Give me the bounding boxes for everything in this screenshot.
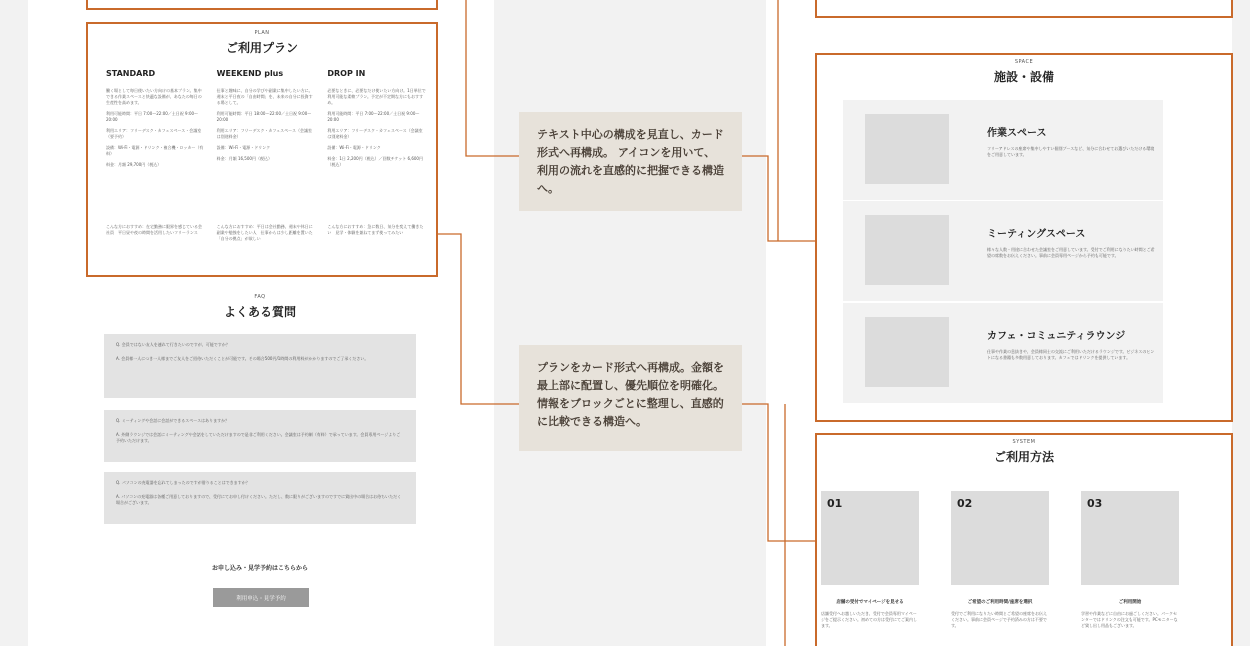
plan-card-weekend — [217, 69, 316, 173]
faq-item[interactable] — [104, 410, 416, 462]
plan-area: 利用エリア：フリーデスク・カフェスペース（会議室は別途料金） — [216, 128, 312, 139]
step-title: ご利用開始 — [1118, 600, 1142, 605]
faq-question: Q. パソコンの充電器を忘れてしまったのですが借りることはできますか？ — [116, 480, 250, 485]
plan-area: 利用エリア：フリーデスク・カフェスペース（会議室は別途料金） — [327, 128, 423, 139]
annotation-note-plan: プランをカード形式へ再構成。金額を最上部に配置し、優先順位を明確化。情報をブロックごとに整理し、直感的に比較できる構造へ。 — [519, 345, 742, 451]
step-desc: 学習や作業などに自由にお過ごしください。パークセンターではドリンクの注文も可能です。PCモニターなど貸し出し用品もございます。 — [1081, 611, 1178, 628]
plan-hours: 利用可能時間：平日 7:00〜22:00／土日祝 9:00〜20:00 — [327, 111, 420, 122]
space-card-desc: 様々な人数・用途に合わせた会議室をご用意しています。受付でご利用になりたい時間とご希望の席数をお伝えください。事前に会員専用ページから予約も可能です。 — [987, 247, 1155, 258]
plan-card-standard — [106, 69, 205, 173]
plan-area: 利用エリア：フリーデスク・カフェスペース・会議室（要予約） — [106, 128, 202, 139]
step-number: 02 — [957, 497, 973, 510]
space-image — [865, 114, 949, 184]
space-card-meeting — [843, 201, 1163, 301]
system-eyebrow: SYSTEM — [1012, 439, 1036, 445]
space-card-cafe — [843, 303, 1163, 403]
faq-item[interactable] — [104, 472, 416, 524]
step-image — [821, 491, 919, 585]
step-title: ご希望のご利用時間/座席を選択 — [967, 600, 1033, 605]
step-number: 01 — [827, 497, 843, 510]
plan-title: ご利用プラン — [225, 41, 298, 55]
plan-desc: 働く場として毎日使いたい方向けの基本プラン。集中できる作業スペースと快適な設備が、あなたの毎日の生産性を高めます。 — [106, 88, 202, 105]
plan-eyebrow: PLAN — [254, 30, 270, 36]
step-image — [951, 491, 1049, 585]
faq-title: よくある質問 — [223, 305, 296, 319]
plan-name: DROP IN — [327, 69, 366, 78]
plan-hours: 利用可能時間：平日 18:00〜22:00／土日祝 9:00〜20:00 — [216, 111, 312, 122]
space-title: 施設・設備 — [993, 70, 1054, 84]
plan-card-dropin — [327, 69, 426, 173]
plan-hours: 利用可能時間：平日 7:00〜22:00／土日祝 9:00〜20:00 — [106, 111, 199, 122]
step-title: 店舗の受付でマイページを見せる — [836, 600, 904, 605]
plan-facilities: 設備：Wi-Fi・電源・ドリンク・複合機・ロッカー（有料） — [106, 145, 204, 156]
plan-price: 料金：月額 16,500円（税込） — [216, 156, 272, 161]
step-card — [821, 491, 919, 629]
step-card — [951, 491, 1049, 629]
space-card-title: カフェ・コミュニティラウンジ — [987, 331, 1126, 342]
space-card-title: ミーティングスペース — [987, 229, 1086, 240]
reserve-button[interactable]: 利用申込・見学予約 — [213, 588, 309, 607]
faq-item[interactable] — [104, 334, 416, 398]
plan-price: 料金：1日 2,200円（税込）／回数チケット 6,600円（税込） — [327, 156, 423, 167]
step-card — [1081, 491, 1179, 629]
plan-price: 料金：月額 29,700円（税込） — [106, 162, 162, 167]
step-image — [1081, 491, 1179, 585]
annotation-note-system: テキスト中心の構成を見直し、カード形式へ再構成。 アイコンを用いて、利用の流れを直感的に把握できる構造へ。 — [519, 112, 742, 211]
space-card-title: 作業スペース — [987, 128, 1047, 139]
space-eyebrow: SPACE — [1014, 59, 1034, 65]
system-section — [815, 433, 1233, 646]
space-card-desc: フリーアドレスの座席や集中しやすい個別ブースなど、気分に合わせてお選びいただける環境をご用意しています。 — [987, 146, 1155, 157]
plan-recommend: こんな方におすすめ：在宅勤務に限界を感じている会社員 平日昼や夜の時間を活用したいフリーランス — [106, 224, 203, 235]
step-number: 03 — [1087, 497, 1103, 510]
faq-eyebrow: FAQ — [254, 294, 266, 300]
plan-section — [86, 22, 438, 277]
plan-name: STANDARD — [106, 69, 156, 78]
faq-answer: A. 外側ラウンジでは会話にミーティングや会話をしていただけますので是非ご利用ください。会議室は予約制（有料）で承っています。会員専用ページよりご予約いただけます。 — [116, 432, 401, 443]
plan-facilities: 設備：Wi-Fi・電源・ドリンク — [216, 145, 271, 150]
previous-section-frame-right — [815, 0, 1233, 18]
step-desc: 店舗受付へお越しいただき、受付で会員専用マイページをご提示ください。初めての方は受付にてご案内します。 — [821, 611, 917, 628]
space-image — [865, 317, 949, 387]
plan-desc: 仕事と趣味に、自分の学びや副業に集中したい方に。週末と平日夜の「自由時間」を、未来の自分に投資する場として。 — [216, 88, 313, 105]
space-section — [815, 53, 1233, 422]
space-card-work — [843, 100, 1163, 200]
space-card-desc: 仕事や作業の息抜きや、会員様同士の交流にご利用いただけるラウンジです。ビジネスのヒントになる書籍も多数用意しております。カフェではドリンクを提供しています。 — [987, 349, 1155, 360]
faq-section — [104, 294, 416, 534]
step-desc: 受付でご利用になりたい時間とご希望の座席をお伝えください。事前に会員ページで予約済みの方は不要です。 — [951, 611, 1047, 628]
space-image — [865, 215, 949, 285]
plan-desc: 必要なときに、必要なだけ使いたい方向け。1日単位で利用可能な柔軟プラン。予定が不定期な方にもおすすめ。 — [327, 88, 426, 105]
faq-answer: A. 会員様一人につき一人様までご友人をご招待いただくことが可能です。その場合500円/1時間の利用料がかかりますのでご了承ください。 — [116, 356, 369, 361]
plan-recommend: こんな方におすすめ：平日は会社勤務、週末や休日に副業や勉強をしたい人 仕事からは少し距離を置いた「自分の拠点」が欲しい — [216, 224, 313, 241]
faq-question: Q. 会員ではない友人を連れて行きたいのですが、可能ですか？ — [116, 342, 230, 347]
system-title: ご利用方法 — [993, 450, 1054, 464]
plan-name: WEEKEND plus — [216, 69, 284, 78]
faq-question: Q. ミーティングや会話に会話ができるスペースはありますか？ — [116, 418, 230, 423]
faq-answer: A. パソコンの充電器は各種ご用意しておりますので、受付にてお申し付けください。ただし、数に限りがございますのですでに貸出中の場合はお待ちいただく場合がございます。 — [116, 494, 402, 505]
cta-text: お申し込み・見学予約はこちらから — [211, 565, 308, 572]
previous-section-frame — [86, 0, 438, 10]
plan-recommend: こんな方におすすめ：急に数日、気分を変えて働きたい 見学・体験を兼ねてまず使ってみたい — [327, 224, 424, 235]
plan-facilities: 設備：Wi-Fi・電源・ドリンク — [327, 145, 381, 150]
